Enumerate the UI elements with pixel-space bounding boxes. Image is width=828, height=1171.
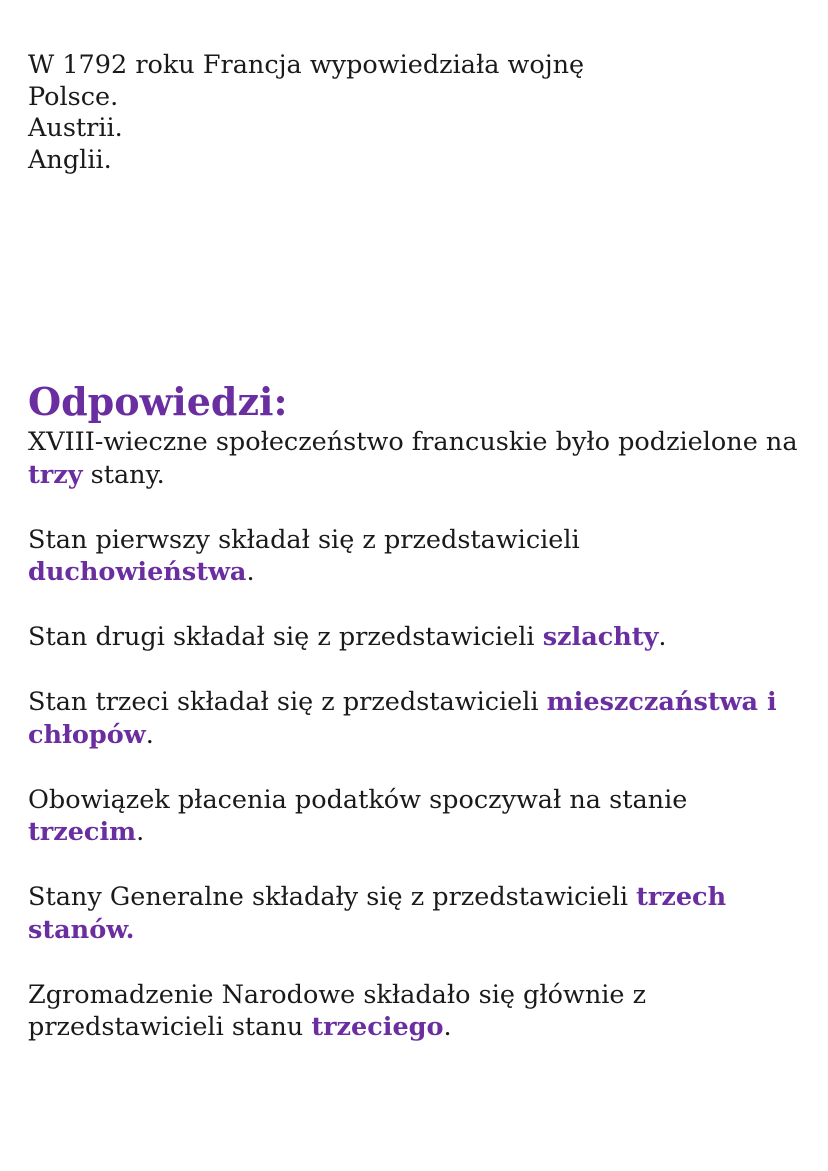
answer-item bbox=[28, 524, 818, 589]
answer-item bbox=[28, 686, 818, 751]
answer-item bbox=[28, 784, 818, 849]
answer-highlight: trzecim bbox=[28, 817, 137, 847]
question-option: Anglii. bbox=[28, 144, 112, 175]
answer-highlight: mieszczaństwa i chłopów bbox=[28, 687, 777, 750]
answer-item bbox=[28, 426, 818, 491]
answer-text-end: . bbox=[443, 1012, 452, 1042]
answers-list bbox=[28, 426, 818, 1076]
answer-text: Obowiązek płacenia podatków spoczywał na stanie bbox=[28, 784, 688, 815]
answer-item bbox=[28, 881, 818, 946]
answer-highlight: trzy bbox=[28, 459, 83, 490]
question-block bbox=[28, 50, 584, 176]
answer-text: XVIII-wieczne społeczeństwo francuskie było podzielone na bbox=[28, 427, 798, 457]
answer-text-end: . bbox=[136, 817, 145, 847]
question-option: Polsce. bbox=[28, 81, 119, 112]
answer-text: Stany Generalne składały się z przedstawicieli bbox=[28, 882, 637, 912]
question-prompt: W 1792 roku Francja wypowiedziała wojnę bbox=[28, 50, 585, 80]
answer-text-end: stany. bbox=[82, 459, 165, 490]
answer-item bbox=[28, 621, 818, 654]
answer-highlight: trzech stanów. bbox=[28, 882, 727, 945]
answer-text: Stan pierwszy składał się z przedstawicieli bbox=[28, 524, 580, 555]
answer-highlight: trzeciego bbox=[311, 1012, 444, 1042]
answer-text-end: . bbox=[658, 622, 667, 652]
answer-highlight: szlachty bbox=[542, 622, 659, 652]
answer-highlight: duchowieństwa bbox=[28, 557, 247, 587]
answer-text: Zgromadzenie Narodowe składało się głównie z przedstawicieli stanu bbox=[28, 979, 647, 1042]
question-option: Austrii. bbox=[28, 113, 123, 143]
answer-text: Stan trzeci składał się z przedstawicieli bbox=[28, 687, 547, 717]
answer-item bbox=[28, 979, 818, 1044]
answers-heading: Odpowiedzi: bbox=[28, 379, 288, 424]
answer-text: Stan drugi składał się z przedstawicieli bbox=[28, 622, 543, 652]
answer-text-end: . bbox=[246, 557, 255, 587]
answer-text-end: . bbox=[145, 719, 154, 750]
